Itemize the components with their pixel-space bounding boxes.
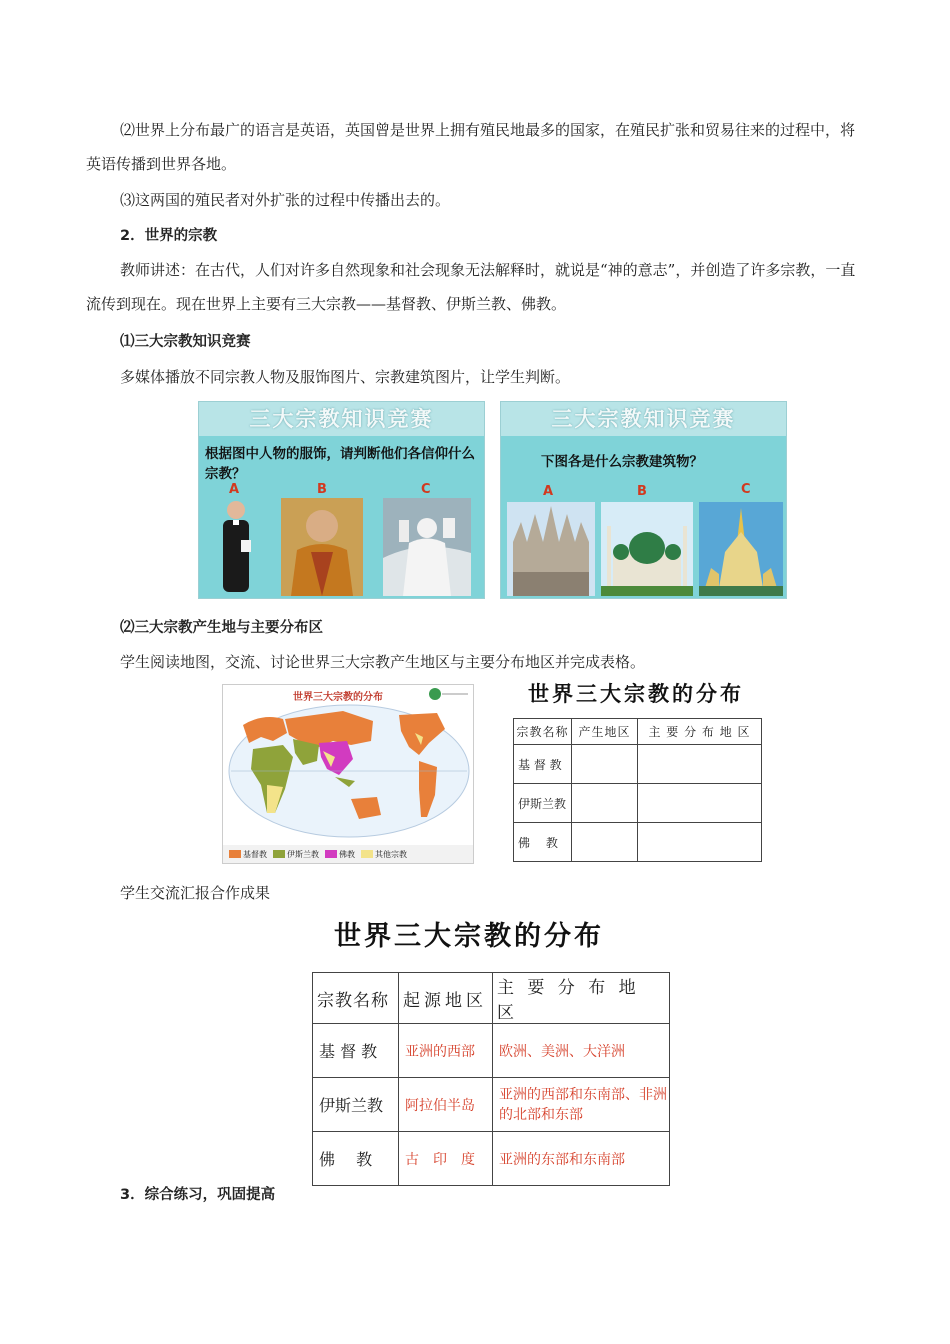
option-label-c: C bbox=[421, 482, 431, 497]
area-cell: 亚洲的西部和东南部、非洲的北部和东部 bbox=[493, 1078, 670, 1132]
monk-image bbox=[281, 498, 363, 596]
header-origin: 产生地区 bbox=[572, 719, 638, 745]
blank-cell bbox=[638, 745, 762, 784]
blank-cell bbox=[572, 823, 638, 862]
legend-item-christianity: 基督教 bbox=[229, 849, 267, 860]
cathedral-image bbox=[507, 502, 595, 596]
blank-religion-table bbox=[513, 718, 762, 862]
header-origin: 起源地区 bbox=[399, 973, 493, 1024]
subheading-quiz: ⑴三大宗教知识竞赛 bbox=[120, 334, 251, 350]
religion-name: 佛 教 bbox=[514, 823, 572, 862]
slide-title: 三大宗教知识竞赛 bbox=[501, 402, 786, 436]
table-row bbox=[313, 1078, 670, 1132]
paragraph-english-spread: ⑵世界上分布最广的语言是英语，英国曾是世界上拥有殖民地最多的国家，在殖民扩张和贸易往来的过程中，将英语传播到世界各地。 bbox=[86, 121, 856, 173]
blank-cell bbox=[572, 745, 638, 784]
result-religion-table bbox=[312, 972, 670, 1186]
paragraph-teacher-talk: 教师讲述：在古代，人们对许多自然现象和社会现象无法解释时，就说是“神的意志”，并创造了许多宗教，一直流传到现在。现在世界上主要有三大宗教——基督教、伊斯兰教、佛教。 bbox=[86, 261, 856, 313]
world-religion-map bbox=[222, 684, 474, 864]
blank-table-title: 世界三大宗教的分布 bbox=[528, 682, 744, 706]
map-title: 世界三大宗教的分布 bbox=[293, 692, 383, 703]
blank-cell bbox=[572, 784, 638, 823]
blank-cell bbox=[638, 823, 762, 862]
legend-item-other: 其他宗教 bbox=[361, 849, 407, 860]
paragraph-multimedia: 多媒体播放不同宗教人物及服饰图片、宗教建筑图片，让学生判断。 bbox=[120, 368, 571, 386]
option-label-b: B bbox=[317, 482, 327, 497]
mosque-image bbox=[601, 502, 693, 596]
origin-cell: 阿拉伯半岛 bbox=[399, 1078, 493, 1132]
slide-question: 下图各是什么宗教建筑物？ bbox=[541, 454, 703, 470]
religion-name: 佛 教 bbox=[313, 1132, 399, 1186]
table-row bbox=[514, 823, 762, 862]
map-legend bbox=[223, 845, 473, 863]
slide-question: 根据图中人物的服饰，请判断他们各信仰什么宗教？ bbox=[205, 446, 475, 482]
legend-item-buddhism: 佛教 bbox=[325, 849, 355, 860]
religion-name: 伊斯兰教 bbox=[514, 784, 572, 823]
area-cell: 欧洲、美洲、大洋洲 bbox=[493, 1024, 670, 1078]
origin-cell: 亚洲的西部 bbox=[399, 1024, 493, 1078]
area-cell: 亚洲的东部和东南部 bbox=[493, 1132, 670, 1186]
priest-image bbox=[211, 498, 261, 598]
religion-name: 伊斯兰教 bbox=[313, 1078, 399, 1132]
temple-image bbox=[699, 502, 783, 596]
option-label-b: B bbox=[637, 484, 647, 499]
subheading-distribution: ⑵三大宗教产生地与主要分布区 bbox=[120, 620, 323, 636]
option-label-a: A bbox=[229, 482, 240, 497]
quiz-slide-clothing bbox=[198, 401, 485, 599]
table-row bbox=[514, 745, 762, 784]
paragraph-report: 学生交流汇报合作成果 bbox=[120, 884, 271, 902]
option-label-a: A bbox=[543, 484, 554, 499]
religion-name: 基 督 教 bbox=[313, 1024, 399, 1078]
blank-cell bbox=[638, 784, 762, 823]
globe-logo-icon bbox=[428, 687, 470, 701]
religion-name: 基 督 教 bbox=[514, 745, 572, 784]
slide-title: 三大宗教知识竞赛 bbox=[199, 402, 484, 436]
header-religion: 宗教名称 bbox=[313, 973, 399, 1024]
header-area: 主 要 分 布 地 区 bbox=[638, 719, 762, 745]
header-religion: 宗教名称 bbox=[514, 719, 572, 745]
section-heading-practice: 3．综合练习，巩固提高 bbox=[120, 1187, 276, 1203]
table-row bbox=[313, 1024, 670, 1078]
praying-man-image bbox=[383, 498, 471, 596]
header-area: 主 要 分 布 地 区 bbox=[493, 973, 670, 1024]
section-heading-religion: 2．世界的宗教 bbox=[120, 228, 218, 244]
result-table-title: 世界三大宗教的分布 bbox=[334, 921, 604, 952]
quiz-slide-buildings bbox=[500, 401, 787, 599]
option-label-c: C bbox=[741, 482, 751, 497]
origin-cell: 古 印 度 bbox=[399, 1132, 493, 1186]
paragraph-colonists: ⑶这两国的殖民者对外扩张的过程中传播出去的。 bbox=[120, 191, 451, 209]
table-row bbox=[514, 784, 762, 823]
paragraph-map-reading: 学生阅读地图，交流、讨论世界三大宗教产生地区与主要分布地区并完成表格。 bbox=[120, 653, 646, 671]
legend-item-islam: 伊斯兰教 bbox=[273, 849, 319, 860]
